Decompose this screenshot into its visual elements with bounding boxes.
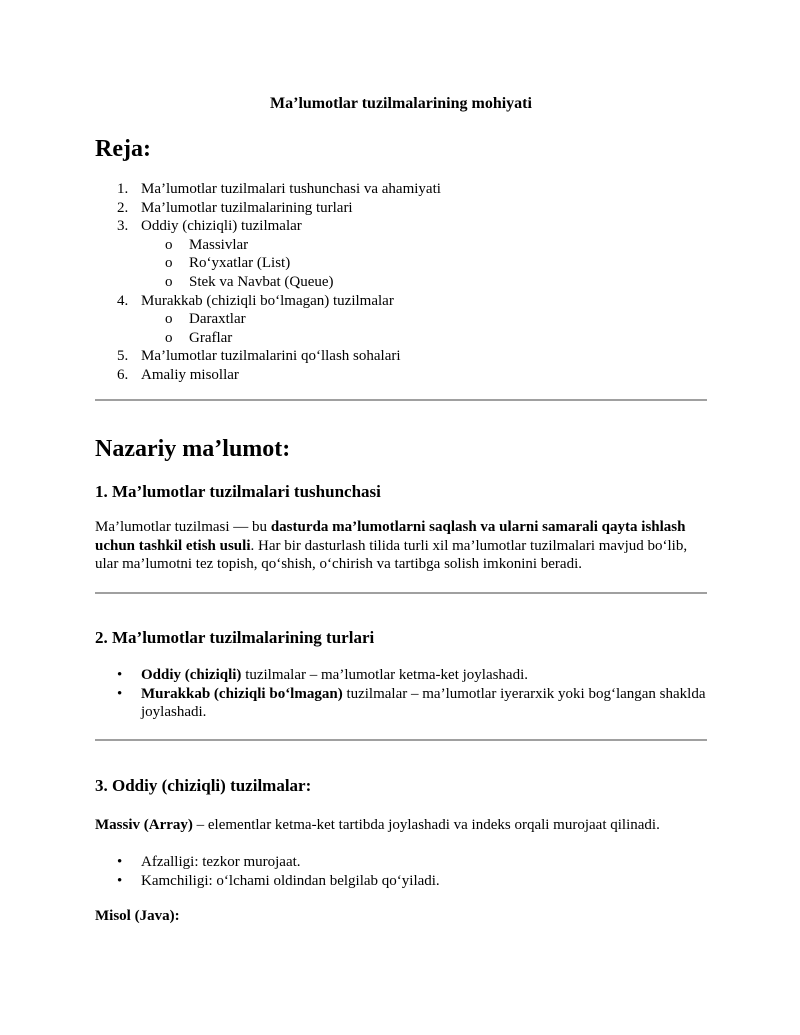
plan-heading: Reja:: [95, 136, 151, 162]
plan-item: 6. Amaliy misollar: [117, 366, 239, 383]
section-2-list: [95, 666, 707, 722]
plan-list: [95, 180, 707, 385]
horizontal-rule: [95, 399, 707, 401]
list-item: • Murakkab (chiziqli bo‘lmagan) tuzilmalar – ma’lumotlar iyerarxik yoki bog‘langan shaklda joylashadi.: [117, 685, 706, 721]
horizontal-rule: [95, 592, 707, 594]
plan-item: 4. Murakkab (chiziqli bo‘lmagan) tuzilmalar: [117, 292, 394, 309]
plan-subitem: o Massivlar: [165, 236, 249, 253]
list-item: • Afzalligi: tezkor murojaat.: [117, 854, 301, 870]
plan-subitem: o Stek va Navbat (Queue): [165, 273, 334, 290]
plan-item: 1. Ma’lumotlar tuzilmalari tushunchasi va ahamiyati: [117, 181, 441, 197]
list-item: • Oddiy (chiziqli) tuzilmalar – ma’lumotlar ketma-ket joylashadi.: [117, 667, 529, 683]
plan-item: 5. Ma’lumotlar tuzilmalarini qo‘llash sohalari: [117, 348, 401, 365]
section-2-heading: 2. Ma’lumotlar tuzilmalarining turlari: [95, 628, 375, 647]
plan-subitem: o Ro‘yxatlar (List): [165, 255, 291, 272]
plan-item: 3. Oddiy (chiziqli) tuzilmalar: [117, 218, 302, 235]
list-item: • Kamchiligi: o‘lchami oldindan belgilab qo‘yiladi.: [117, 872, 440, 889]
section-3-heading: 3. Oddiy (chiziqli) tuzilmalar:: [95, 776, 312, 795]
document-title: Ma’lumotlar tuzilmalarining mohiyati: [270, 95, 532, 112]
bullet-icon: •: [117, 854, 123, 870]
horizontal-rule: [95, 739, 707, 741]
section-1-paragraph: Ma’lumotlar tuzilmasi — bu dasturda ma’lumotlarni saqlash va ularni samarali qayta ishlash uchun tashkil etish usuli. Har bir dasturlash tilida turli xil ma’lumotlar tuzilmalari mavjud bo‘lib, ular ma’lumotni tez topish, qo‘shish, o‘chirish va tartibga solish imkonini beradi.: [95, 519, 688, 573]
example-label: Misol (Java):: [95, 908, 180, 924]
bullet-icon: •: [117, 667, 123, 683]
plan-subitem: o Graflar: [165, 329, 233, 346]
plan-item: 2. Ma’lumotlar tuzilmalarining turlari: [117, 199, 353, 216]
bullet-icon: •: [117, 872, 123, 889]
plan-subitem: o Daraxtlar: [165, 311, 246, 328]
bullet-icon: •: [117, 685, 123, 702]
section-1-heading: 1. Ma’lumotlar tuzilmalari tushunchasi: [95, 482, 381, 501]
section-3-list: [95, 853, 707, 890]
array-paragraph: Massiv (Array) – elementlar ketma-ket tartibda joylashadi va indeks orqali murojaat qilinadi.: [95, 817, 660, 833]
theory-heading: Nazariy ma’lumot:: [95, 436, 291, 462]
